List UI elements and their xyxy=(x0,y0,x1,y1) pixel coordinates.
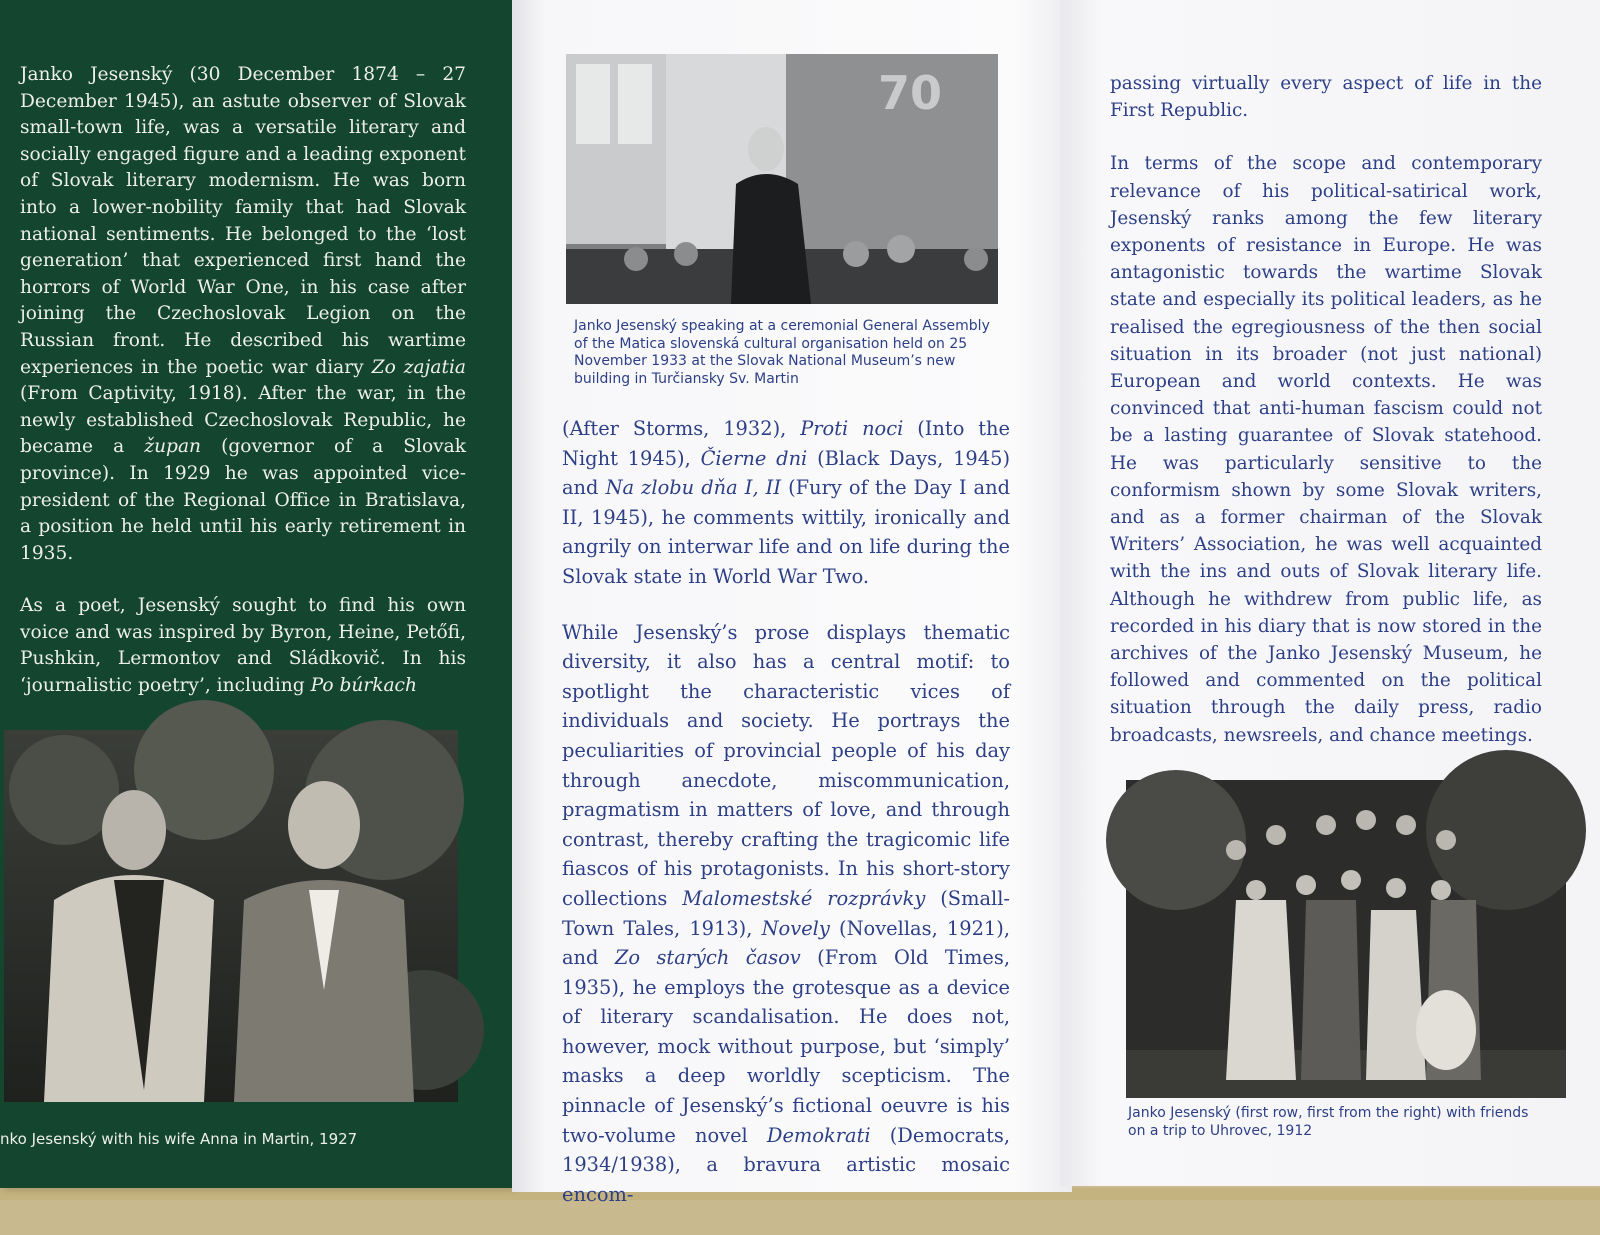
left-paragraph-2 xyxy=(20,593,466,699)
text-run: As a poet, Jesenský sought to find his own voice and was inspired by Byron, Heine, Petőfi, Pushkin, Lermontov and Sládkovič. In his ‘journalistic poetry’, including xyxy=(20,595,466,697)
left-brochure-panel xyxy=(0,0,512,1188)
text-run: (From Captivity, 1918). After the war, in the newly established Czechoslovak Republic, he became a xyxy=(20,383,466,458)
left-body-text xyxy=(20,62,466,726)
right-paragraph-1: passing virtually every aspect of life in the First Republic. xyxy=(1110,73,1542,122)
right-paragraph-2: In terms of the scope and contemporary relevance of his political-satirical work, Jesenský ranks among the few literary exponents of resistance in Europe. He was antagonistic towards the wartime Slovak state and especially its political leaders, as he realised the egregiousness of the then social situation in its broader (not just national) European and world contexts. He was convinced that anti-human fascism could not be a lasting guarantee of Slovak statehood. He was particularly sensitive to the conformism shown by some Slovak writers, and as a former chairman of the Slovak Writers’ Association, he was well acquainted with the ins and outs of Slovak literary life. Although he withdrew from public life, as recorded in his diary that is now stored in the archives of the Janko Jesenský Museum, he followed and commented on the political situation through the daily press, radio broadcasts, newsreels, and chance meetings. xyxy=(1110,153,1542,746)
book-title: Demokrati xyxy=(766,1123,871,1147)
text-run: (Small-Town Tales, 1913), xyxy=(562,886,1010,940)
book-title: Po búrkach xyxy=(310,675,417,697)
text-run: (Into the Night 1945), xyxy=(562,417,1011,470)
right-body-text xyxy=(1110,70,1542,775)
banner-seventy: 70 xyxy=(878,66,943,120)
book-title: Zo zajatia xyxy=(371,356,466,378)
left-paragraph-1 xyxy=(20,62,466,567)
photo-couple xyxy=(4,730,458,1102)
right-photo-caption: Janko Jesenský (first row, first from the right) with friends on a trip to Uhrovec, 1912 xyxy=(1128,1105,1529,1139)
photo-group-trip xyxy=(1126,780,1566,1098)
text-run: (Democrats, 1934/1938), a bravura artistic mosaic encom- xyxy=(562,1123,1010,1206)
photo-couple-image xyxy=(4,730,458,1102)
left-photo-caption: nko Jesenský with his wife Anna in Martin, 1927 xyxy=(0,1130,358,1148)
text-run: (Black Days, 1945) and xyxy=(562,446,1011,500)
book-title: Zo starých časov xyxy=(614,946,801,970)
italic-term: župan xyxy=(144,436,202,458)
middle-paragraph-2 xyxy=(562,618,1010,1210)
text-run: (From Old Times, 1935), he employs the grotesque as a device of literary scandalisation. He does not, however, mock without purpose, but ‘simply’ masks a deep worldly scepticism. The pinnacle of Jesenský’s fictional oeuvre is his two-volume novel xyxy=(562,946,1010,1147)
text-run: (Fury of the Day I and II, 1945), he comments wittily, ironically and angrily on interwar life and on life during the Slovak state in World War Two. xyxy=(562,476,1011,588)
book-title: Malomestské rozprávky xyxy=(682,886,926,910)
middle-body-text xyxy=(562,414,1010,1235)
book-title: Proti noci xyxy=(800,417,904,440)
book-title: Na zlobu dňa I, II xyxy=(605,476,782,500)
book-title: Čierne dni xyxy=(700,446,808,470)
middle-paragraph-1 xyxy=(562,414,1010,592)
text-run: (After Storms, 1932), xyxy=(562,417,787,440)
middle-photo-caption: Janko Jesenský speaking at a ceremonial General Assembly of the Matica slovenská cultural organisation held on 25 November 1933 at the Slovak National Museum’s new building in Turčiansky Sv. Martin xyxy=(574,318,990,387)
text-run: Janko Jesenský (30 December 1874 – 27 December 1945), an astute observer of Slovak small-town life, was a versatile literary and socially engaged figure and a leading exponent of Slovak literary modernism. He was born into a lower-nobility family that had Slovak national sentiments. He belonged to the ‘lost generation’ that experienced first hand the horrors of World War One, in his case after joining the Czechoslovak Legion on the Russian front. He described his wartime experiences in the poetic war diary xyxy=(20,64,466,378)
right-brochure-panel xyxy=(1060,0,1600,1186)
middle-brochure-panel xyxy=(512,0,1072,1206)
photo-group-trip-image xyxy=(1126,780,1566,1098)
text-run: While Jesenský’s prose displays thematic diversity, it also has a central motif: to spotlight the characteristic vices of individuals and society. He portrays the peculiarities of provincial people of his day through anecdote, miscommunication, pragmatism in matters of love, and through contrast, thereby crafting the tragicomic life fiascos of his protagonists. In his short-story collections xyxy=(562,620,1010,910)
book-title: Novely xyxy=(761,916,830,940)
text-run: (Novellas, 1921), and xyxy=(562,916,1010,970)
text-run: (governor of a Slovak province). In 1929 he was appointed vice-president of the Regional Office in Bratislava, a position he held until his early retirement in 1935. xyxy=(20,436,467,564)
photo-speech-image xyxy=(566,54,998,304)
photo-speech xyxy=(566,54,998,304)
